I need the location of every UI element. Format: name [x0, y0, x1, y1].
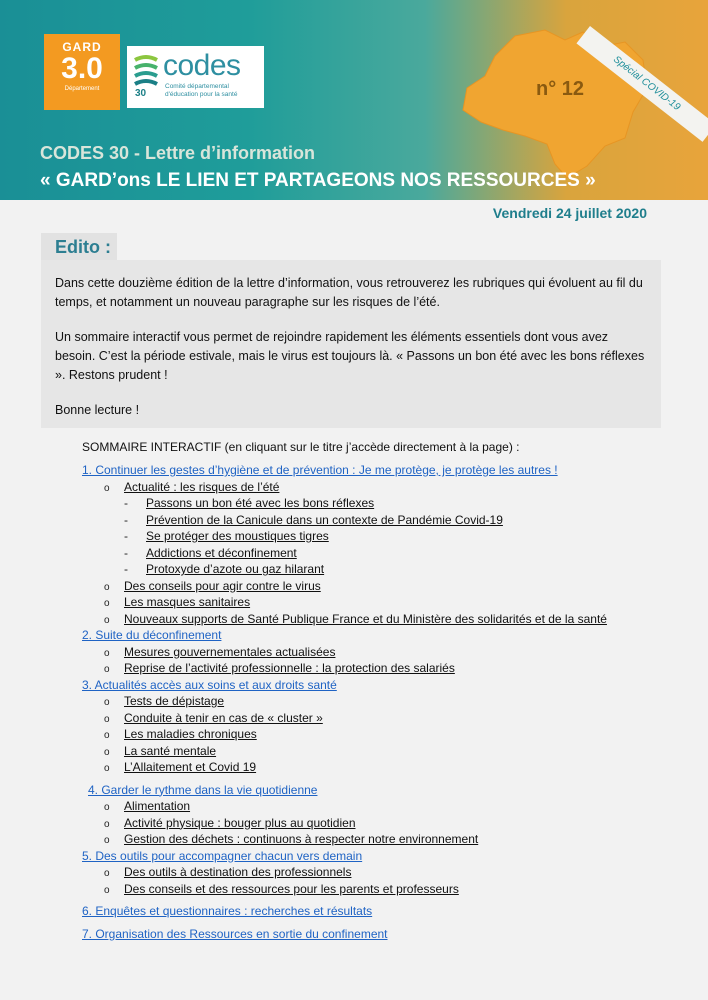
table-of-contents	[82, 462, 622, 942]
toc-item[interactable]: o Gestion des déchets : continuons à respecter notre environnement	[82, 831, 622, 848]
circle-bullet-icon: o	[104, 868, 110, 879]
toc-section-1-link[interactable]: 1. Continuer les gestes d’hygiène et de prévention : Je me protège, je protège les autres !	[82, 463, 558, 477]
circle-bullet-icon: o	[104, 598, 110, 609]
circle-bullet-icon: o	[104, 802, 110, 813]
dash-bullet-icon: -	[124, 545, 128, 560]
circle-bullet-icon: o	[104, 614, 110, 626]
toc-item[interactable]: o Des conseils et des ressources pour les parents et professeurs	[82, 881, 622, 898]
circle-bullet-icon: o	[104, 713, 110, 725]
header-banner	[0, 0, 708, 200]
circle-bullet-icon: o	[104, 581, 110, 593]
circle-bullet-icon: o	[104, 818, 110, 830]
edito-heading: Edito :	[41, 233, 117, 262]
dash-bullet-icon: -	[124, 512, 128, 527]
toc-item[interactable]: o Mesures gouvernementales actualisées	[82, 644, 622, 661]
toc-item[interactable]: o Des outils à destination des professionnels	[82, 864, 622, 881]
circle-bullet-icon: o	[104, 835, 110, 846]
dash-bullet-icon: -	[124, 529, 128, 543]
newsletter-title: CODES 30 - Lettre d’information	[40, 143, 316, 163]
edito-paragraph-3: Bonne lecture !	[55, 403, 140, 417]
circle-bullet-icon: o	[104, 664, 110, 675]
issue-number: n° 12	[536, 78, 585, 100]
publication-date: Vendredi 24 juillet 2020	[492, 205, 647, 221]
edito-paragraph-1: Dans cette douzième édition de la lettre d’information, vous retrouverez les rubriques qui évoluent au fil du temps, et notamment un nouveau paragraphe sur les risques de l’été.	[55, 276, 643, 309]
toc-item[interactable]: o Activité physique : bouger plus au quotidien	[82, 815, 622, 832]
toc-section-5-link[interactable]: 5. Des outils pour accompagner chacun vers demain	[82, 848, 363, 863]
circle-bullet-icon: o	[104, 482, 110, 494]
toc-section-3-link[interactable]: 3. Actualités accès aux soins et aux droits santé	[82, 677, 337, 692]
gard-logo	[44, 34, 120, 110]
circle-bullet-icon: o	[104, 730, 110, 741]
toc-item[interactable]: o Les maladies chroniques	[82, 726, 622, 743]
toc-subitem[interactable]: - Protoxyde d’azote ou gaz hilarant	[124, 562, 325, 576]
circle-bullet-icon: o	[104, 647, 110, 659]
toc-item[interactable]: o Conduite à tenir en cas de « cluster »	[82, 710, 622, 727]
toc-section-6-link[interactable]: 6. Enquêtes et questionnaires : recherches et résultats	[82, 904, 373, 918]
toc-subitem[interactable]: - Prévention de la Canicule dans un contexte de Pandémie Covid-19	[124, 512, 503, 527]
toc-item[interactable]: o La santé mentale	[82, 743, 622, 760]
circle-bullet-icon: o	[104, 746, 110, 758]
toc-item[interactable]: o Les masques sanitaires	[82, 594, 622, 611]
toc-subitem[interactable]: - Passons un bon été avec les bons réflexes	[124, 496, 375, 510]
toc-subitem[interactable]: - Se protéger des moustiques tigres	[124, 529, 329, 543]
codes-logo-word: codes	[163, 49, 241, 82]
toc-item[interactable]: o L’Allaitement et Covid 19	[82, 759, 622, 776]
codes-logo	[127, 46, 264, 108]
toc-item[interactable]: o Reprise de l’activité professionnelle : la protection des salariés	[82, 660, 622, 677]
toc-item[interactable]: o Des conseils pour agir contre le virus	[82, 578, 622, 595]
toc-subitem[interactable]: - Addictions et déconfinement	[124, 545, 297, 560]
toc-section-7-link[interactable]: 7. Organisation des Ressources en sortie du confinement	[82, 926, 388, 941]
circle-bullet-icon: o	[104, 697, 110, 708]
toc-item[interactable]: o Tests de dépistage	[82, 693, 622, 710]
dash-bullet-icon: -	[124, 496, 128, 510]
covid-ribbon: Spécial COVID-19	[576, 26, 708, 142]
sommaire-title: SOMMAIRE INTERACTIF (en cliquant sur le titre j’accède directement à la page) :	[82, 440, 520, 454]
circle-bullet-icon: o	[104, 763, 110, 774]
edito-box	[41, 260, 661, 428]
toc-section-2-link[interactable]: 2. Suite du déconfinement	[82, 628, 222, 642]
codes-logo-number: 30	[135, 88, 147, 99]
edito-paragraph-2: Un sommaire interactif vous permet de rejoindre rapidement les éléments essentiels dont vous avez besoin. C’est la période estivale, mais le virus est toujours là. « Passons un bon été avec les bons réflexes ». Restons prudent !	[55, 330, 645, 382]
circle-bullet-icon: o	[104, 884, 110, 896]
gard-logo-line3: Département	[64, 86, 100, 92]
toc-item[interactable]: o Alimentation	[82, 798, 622, 815]
gard-logo-line2: 3.0	[61, 52, 103, 85]
toc-section-4-link[interactable]: 4. Garder le rythme dans la vie quotidienne	[88, 782, 318, 797]
gard-logo-line1: GARD	[62, 40, 102, 54]
codes-logo-subtitle: Comité départemental d'éducation pour la santé	[165, 83, 238, 98]
toc-item[interactable]: o Actualité : les risques de l’été	[82, 479, 622, 496]
gard-map-icon	[455, 26, 655, 186]
toc-item[interactable]: o Nouveaux supports de Santé Publique France et du Ministère des solidarités et de la santé	[82, 611, 622, 628]
newsletter-subtitle: « GARD’ons LE LIEN ET PARTAGEONS NOS RESSOURCES »	[40, 170, 596, 191]
dash-bullet-icon: -	[124, 562, 128, 576]
